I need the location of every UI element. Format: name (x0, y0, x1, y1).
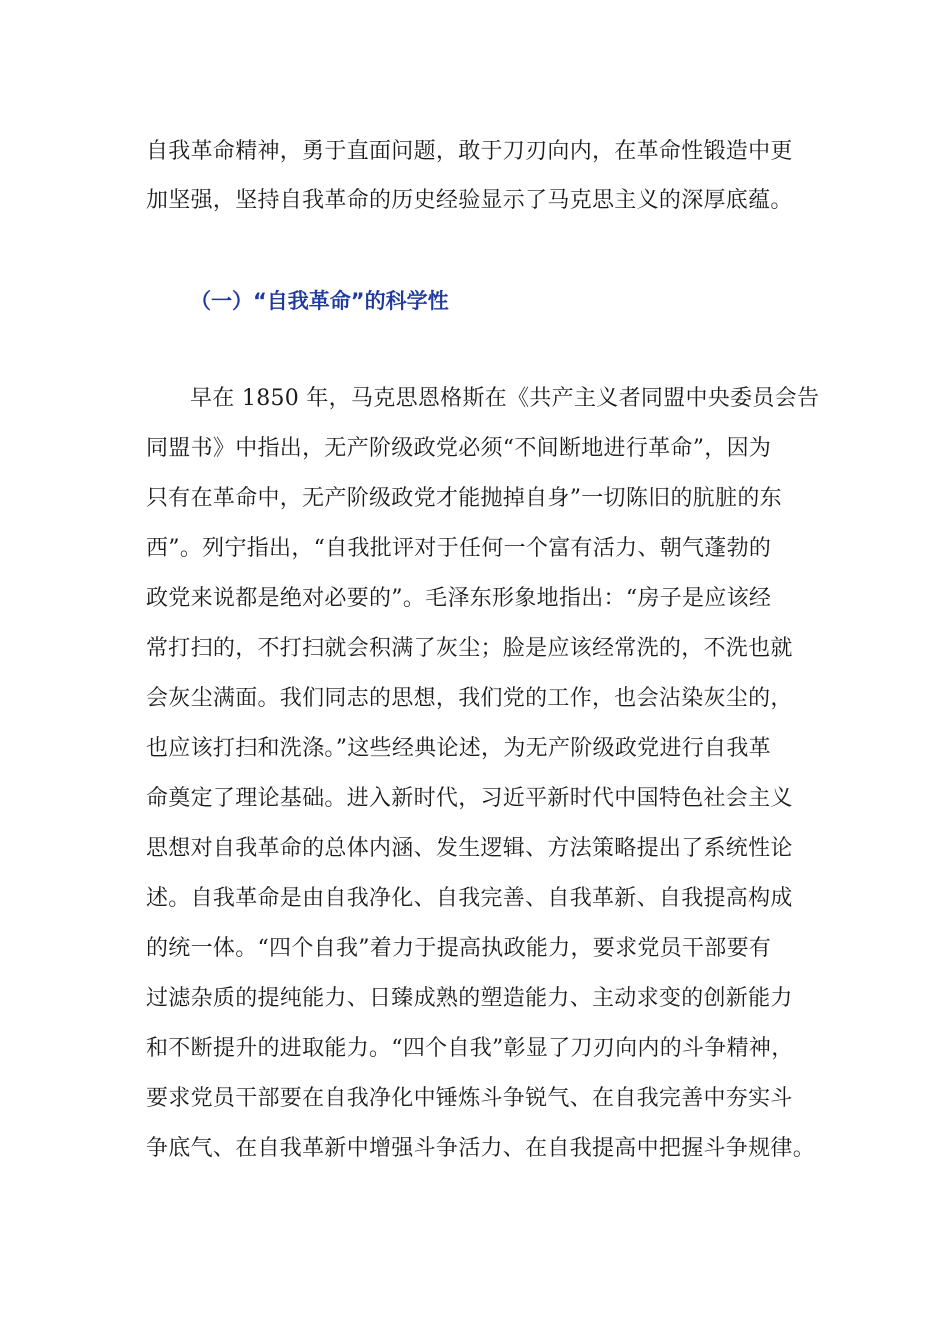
body-line-7: 会灰尘满面。我们同志的思想，我们党的工作，也会沾染灰尘的， (146, 686, 793, 711)
section-heading: （一）“自我革命”的科学性 (190, 289, 449, 313)
body-line-4: 西”。列宁指出，“自我批评对于任何一个富有活力、朝气蓬勃的 (146, 536, 772, 561)
intro-line-1: 自我革命精神，勇于直面问题，敢于刀刃向内，在革命性锻造中更 (146, 139, 793, 164)
body-line-14: 和不断提升的进取能力。“四个自我”彰显了刀刃向内的斗争精神， (146, 1036, 794, 1061)
intro-line-2: 加坚强，坚持自我革命的历史经验显示了马克思主义的深厚底蕴。 (146, 188, 793, 213)
body-line-15: 要求党员干部要在自我净化中锤炼斗争锐气、在自我完善中夯实斗 (146, 1086, 793, 1111)
body-line-8: 也应该打扫和洗涤。”这些经典论述，为无产阶级政党进行自我革 (146, 736, 771, 761)
body-line-3: 只有在革命中，无产阶级政党才能抛掉自身”一切陈旧的肮脏的东 (146, 486, 782, 511)
body-line-9: 命奠定了理论基础。进入新时代，习近平新时代中国特色社会主义 (146, 786, 793, 811)
body-line-12: 的统一体。“四个自我”着力于提高执政能力，要求党员干部要有 (146, 936, 772, 961)
body-line-16: 争底气、在自我革新中增强斗争活力、在自我提高中把握斗争规律。 (146, 1136, 816, 1161)
body-line-1: 早在 1850 年，马克思恩格斯在《共产主义者同盟中央委员会告 (190, 386, 820, 411)
body-line-5: 政党来说都是绝对必要的”。毛泽东形象地指出：“房子是应该经 (146, 586, 772, 611)
body-line-2: 同盟书》中指出，无产阶级政党必须“不间断地进行革命”，因为 (146, 436, 772, 461)
body-line-6: 常打扫的，不打扫就会积满了灰尘；脸是应该经常洗的，不洗也就 (146, 636, 793, 661)
body-line-11: 述。自我革命是由自我净化、自我完善、自我革新、自我提高构成 (146, 886, 793, 911)
body-line-10: 思想对自我革命的总体内涵、发生逻辑、方法策略提出了系统性论 (146, 836, 793, 861)
body-line-13: 过滤杂质的提纯能力、日臻成熟的塑造能力、主动求变的创新能力 (146, 986, 793, 1011)
